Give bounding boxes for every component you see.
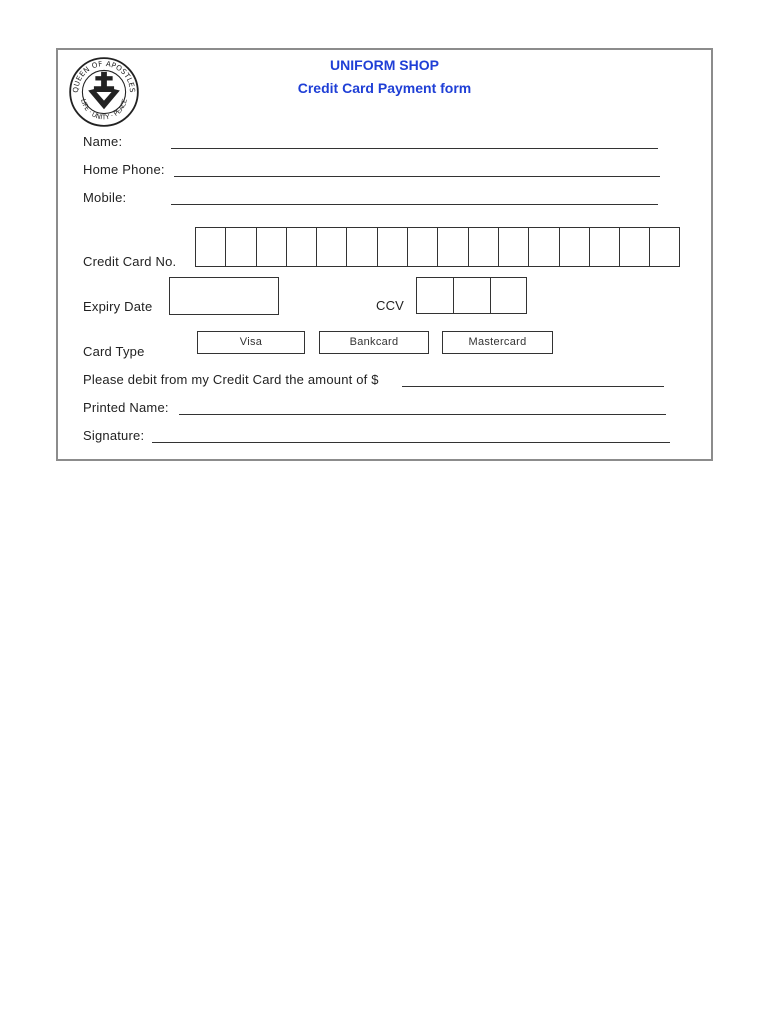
name-field[interactable] [171,148,658,149]
mobile-label: Mobile: [83,190,127,205]
home-phone-label: Home Phone: [83,162,165,177]
card-digit-box[interactable] [256,227,286,267]
card-digit-box[interactable] [528,227,558,267]
ccv-digit-box[interactable] [453,277,490,314]
svg-text:LIFE · UNITY · PEACE: LIFE · UNITY · PEACE [79,98,129,122]
card-digit-box[interactable] [407,227,437,267]
svg-text:QUEEN OF APOSTLES: QUEEN OF APOSTLES [70,59,138,94]
signature-label: Signature: [83,428,145,443]
card-digit-box[interactable] [498,227,528,267]
debit-amount-label: Please debit from my Credit Card the amount of $ [83,372,379,387]
expiry-date-label: Expiry Date [83,299,153,314]
card-type-label: Card Type [83,344,145,359]
card-digit-box[interactable] [559,227,589,267]
printed-name-label: Printed Name: [83,400,169,415]
ccv-digit-box[interactable] [416,277,453,314]
card-digit-box[interactable] [377,227,407,267]
printed-name-field[interactable] [179,414,666,415]
bankcard-option[interactable]: Bankcard [319,331,429,354]
payment-form [56,48,713,461]
credit-card-label: Credit Card No. [83,254,177,269]
card-digit-box[interactable] [346,227,376,267]
ccv-label: CCV [376,298,405,313]
card-digit-box[interactable] [589,227,619,267]
form-title: Credit Card Payment form [297,80,472,96]
debit-amount-field[interactable] [402,386,664,387]
card-digit-box[interactable] [437,227,467,267]
name-label: Name: [83,134,123,149]
mobile-field[interactable] [171,204,658,205]
card-digit-box[interactable] [468,227,498,267]
mastercard-option[interactable]: Mastercard [442,331,553,354]
home-phone-field[interactable] [174,176,660,177]
card-digit-box[interactable] [316,227,346,267]
card-digit-box[interactable] [225,227,255,267]
expiry-date-box[interactable] [169,277,279,315]
visa-option[interactable]: Visa [197,331,305,354]
card-digit-box[interactable] [649,227,679,267]
shop-title: UNIFORM SHOP [330,57,439,73]
signature-field[interactable] [152,442,670,443]
ccv-digit-box[interactable] [490,277,527,314]
card-digit-box[interactable] [195,227,225,267]
card-digit-box[interactable] [619,227,649,267]
card-digit-box[interactable] [286,227,316,267]
ccv-boxes[interactable] [416,277,527,314]
credit-card-number-boxes[interactable] [195,227,680,267]
